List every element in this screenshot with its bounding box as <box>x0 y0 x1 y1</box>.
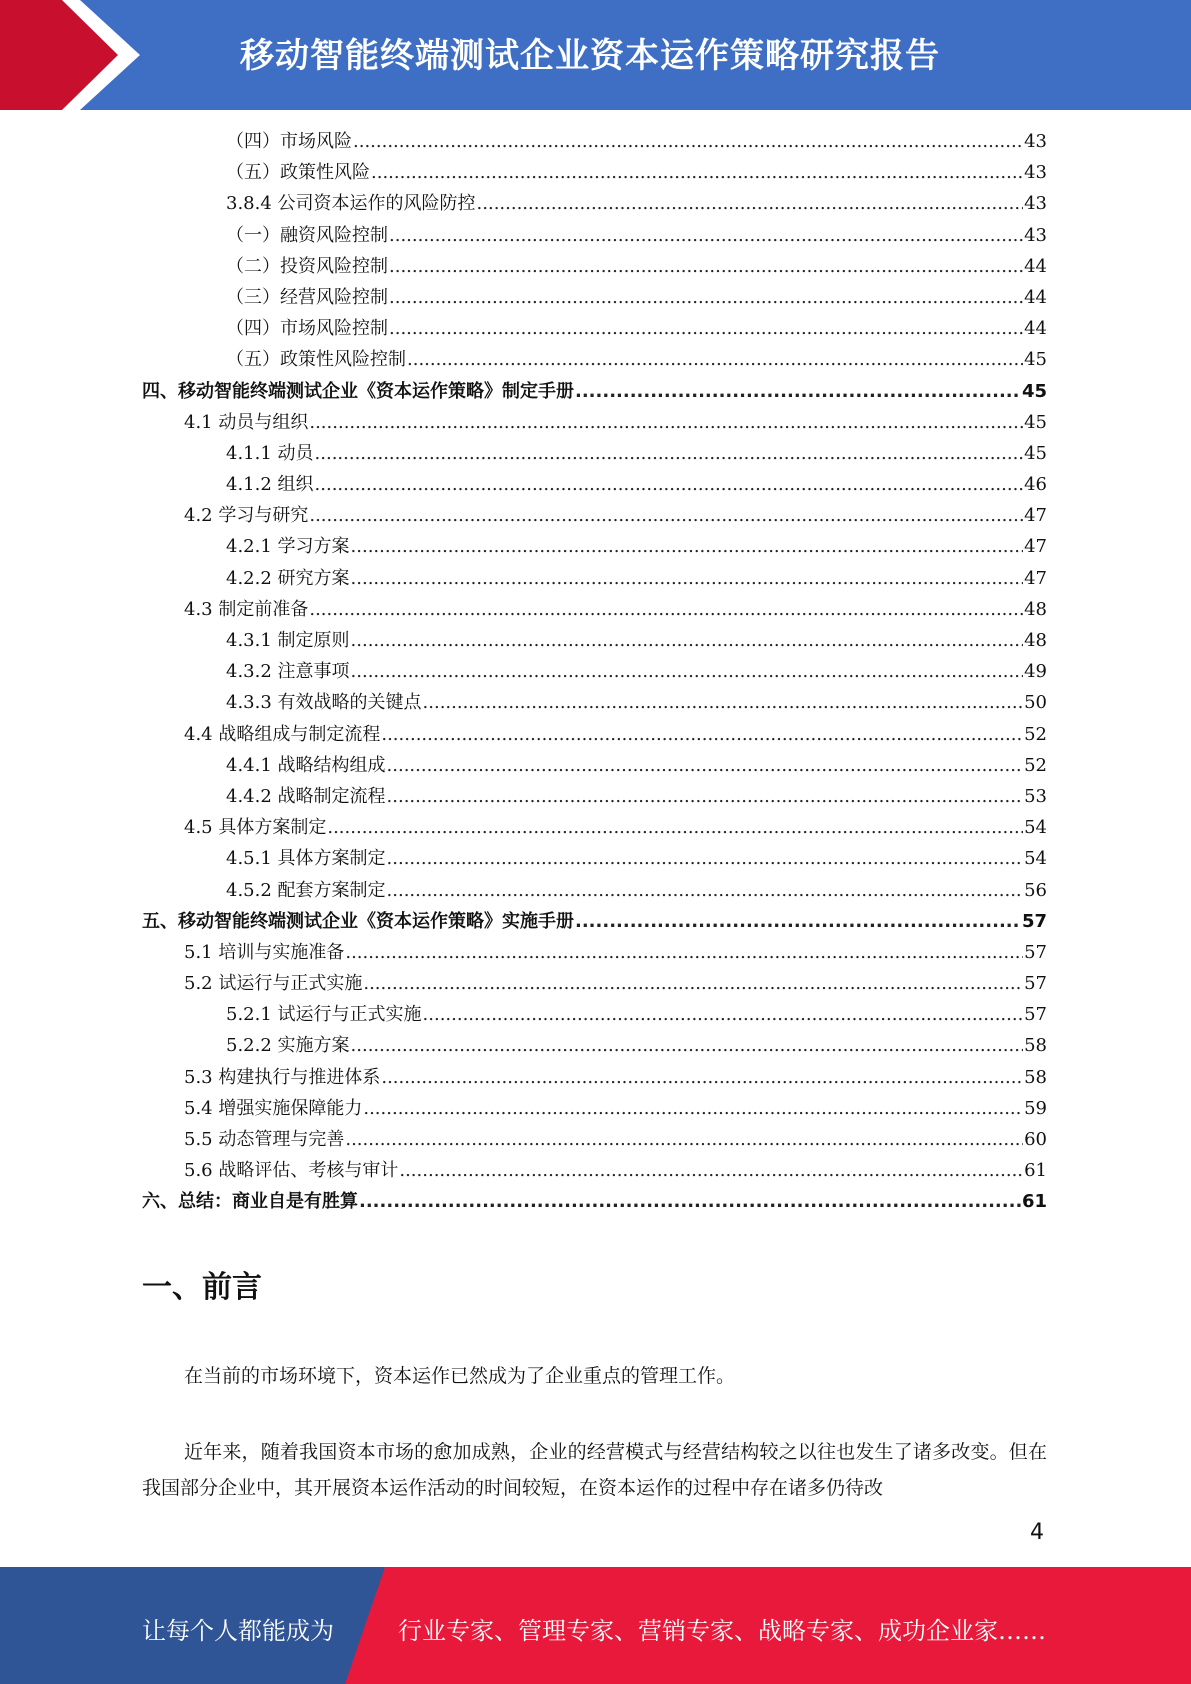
toc-entry[interactable] <box>142 377 1047 408</box>
toc-entry-page: 50 <box>1024 692 1047 714</box>
toc-entry-page: 47 <box>1024 536 1047 558</box>
toc-entry-label: 5.4 增强实施保障能力 <box>184 1097 363 1119</box>
toc-entry[interactable] <box>142 1156 1047 1187</box>
header-title: 移动智能终端测试企业资本运作策略研究报告 <box>240 36 940 76</box>
table-of-contents <box>142 127 1047 1219</box>
toc-entry[interactable] <box>142 470 1047 501</box>
toc-entry-label: 4.3.2 注意事项 <box>226 661 350 683</box>
toc-entry-page: 54 <box>1024 848 1047 870</box>
toc-leader-dots <box>309 412 1023 433</box>
toc-entry-page: 47 <box>1024 567 1047 589</box>
toc-entry[interactable] <box>142 127 1047 158</box>
toc-entry-page: 48 <box>1024 630 1047 651</box>
toc-leader-dots <box>351 661 1024 682</box>
toc-leader-dots <box>315 443 1024 464</box>
toc-entry-page: 57 <box>1021 910 1047 932</box>
toc-entry-page: 47 <box>1024 505 1047 527</box>
toc-leader-dots <box>387 848 1024 869</box>
toc-leader-dots <box>309 505 1023 526</box>
toc-entry-label: 5.2.1 试运行与正式实施 <box>226 1004 422 1026</box>
toc-entry-label: 5.2.2 实施方案 <box>226 1035 350 1057</box>
paragraph: 近年来，随着我国资本市场的愈加成熟，企业的经营模式与经营结构较之以往也发生了诸多改变。但在我国部分企业中，其开展资本运作活动的时间较短，在资本运作的过程中存在诸多仍待改 <box>142 1441 1047 1499</box>
toc-entry-page: 44 <box>1024 286 1047 308</box>
toc-entry[interactable] <box>142 532 1047 563</box>
toc-entry-page: 52 <box>1024 723 1047 745</box>
toc-entry-label: （五）政策性风险 <box>226 162 370 184</box>
footer-slogan-right: 行业专家、管理专家、营销专家、战略专家、成功企业家…… <box>398 1617 1046 1645</box>
toc-entry-page: 60 <box>1024 1129 1047 1150</box>
toc-leader-dots <box>363 973 1023 994</box>
toc-leader-dots <box>351 630 1024 651</box>
toc-entry-page: 45 <box>1021 380 1047 402</box>
toc-entry-label: 5.5 动态管理与完善 <box>184 1129 345 1150</box>
toc-entry-label: （五）政策性风险控制 <box>226 349 406 371</box>
toc-leader-dots <box>423 1004 1024 1025</box>
toc-entry-label: （一）融资风险控制 <box>226 224 388 246</box>
toc-entry-label: （三）经营风险控制 <box>226 286 388 308</box>
page-number: 4 <box>1030 1520 1044 1545</box>
toc-entry-label: 5.3 构建执行与推进体系 <box>184 1066 381 1088</box>
toc-leader-dots <box>345 942 1023 963</box>
toc-leader-dots <box>315 474 1024 495</box>
toc-entry[interactable] <box>142 314 1047 345</box>
toc-leader-dots <box>399 1160 1023 1181</box>
toc-entry-page: 45 <box>1024 411 1047 433</box>
toc-entry-label: 五、移动智能终端测试企业《资本运作策略》实施手册 <box>142 910 574 932</box>
toc-entry[interactable] <box>142 1125 1047 1156</box>
toc-entry[interactable] <box>142 408 1047 439</box>
toc-entry-label: 六、总结：商业自是有胜算 <box>142 1191 358 1213</box>
toc-entry-page: 43 <box>1024 224 1047 246</box>
toc-leader-dots <box>345 1129 1023 1150</box>
toc-entry[interactable] <box>142 782 1047 813</box>
toc-leader-dots <box>381 724 1023 745</box>
toc-entry[interactable] <box>142 158 1047 189</box>
toc-entry[interactable] <box>142 564 1047 595</box>
toc-leader-dots <box>389 318 1023 339</box>
toc-entry[interactable] <box>142 720 1047 751</box>
toc-leader-dots <box>407 349 1023 370</box>
toc-entry-label: 四、移动智能终端测试企业《资本运作策略》制定手册 <box>142 380 574 402</box>
footer-slogan-left: 让每个人都能成为 <box>142 1617 334 1645</box>
toc-entry-page: 49 <box>1024 661 1047 683</box>
toc-entry-label: 4.5.1 具体方案制定 <box>226 848 386 870</box>
toc-entry-label: （二）投资风险控制 <box>226 255 388 277</box>
toc-entry-label: 4.2.2 研究方案 <box>226 567 350 589</box>
toc-leader-dots <box>575 911 1021 932</box>
toc-entry[interactable] <box>142 439 1047 470</box>
toc-entry-label: 4.3 制定前准备 <box>184 598 309 620</box>
toc-entry[interactable] <box>142 626 1047 657</box>
toc-entry[interactable] <box>142 844 1047 875</box>
toc-leader-dots <box>351 1035 1024 1056</box>
toc-entry-page: 44 <box>1024 318 1047 340</box>
toc-entry[interactable] <box>142 595 1047 626</box>
toc-entry-label: （四）市场风险控制 <box>226 318 388 340</box>
toc-leader-dots <box>351 568 1024 589</box>
toc-leader-dots <box>477 193 1024 214</box>
toc-leader-dots <box>389 287 1023 308</box>
toc-entry-label: 5.6 战略评估、考核与审计 <box>184 1160 399 1182</box>
toc-leader-dots <box>353 131 1023 152</box>
toc-entry-label: 3.8.4 公司资本运作的风险防控 <box>226 193 476 215</box>
toc-leader-dots <box>389 256 1023 277</box>
toc-entry-label: 4.4.2 战略制定流程 <box>226 785 386 807</box>
toc-entry[interactable] <box>142 189 1047 220</box>
toc-leader-dots <box>351 536 1024 557</box>
toc-entry[interactable] <box>142 969 1047 1000</box>
toc-entry[interactable] <box>142 252 1047 283</box>
toc-entry-page: 45 <box>1024 442 1047 464</box>
toc-entry-page: 44 <box>1024 255 1047 277</box>
toc-leader-dots <box>387 786 1024 807</box>
toc-entry-page: 53 <box>1024 785 1047 807</box>
toc-entry-label: 4.2 学习与研究 <box>184 505 309 527</box>
toc-leader-dots <box>387 755 1024 776</box>
toc-entry[interactable] <box>142 751 1047 782</box>
toc-entry-label: 4.3.1 制定原则 <box>226 630 350 651</box>
toc-entry-page: 57 <box>1024 1004 1047 1026</box>
toc-entry[interactable] <box>142 345 1047 376</box>
toc-entry-label: 4.5.2 配套方案制定 <box>226 879 386 901</box>
toc-entry-page: 43 <box>1024 131 1047 152</box>
toc-leader-dots <box>363 1098 1023 1119</box>
toc-entry[interactable] <box>142 1000 1047 1031</box>
toc-entry-page: 54 <box>1024 817 1047 839</box>
toc-entry-label: 4.4.1 战略结构组成 <box>226 754 386 776</box>
toc-entry-label: 5.2 试运行与正式实施 <box>184 973 363 995</box>
toc-entry[interactable] <box>142 813 1047 844</box>
toc-entry[interactable] <box>142 657 1047 688</box>
toc-entry-label: （四）市场风险 <box>226 131 352 152</box>
toc-leader-dots <box>575 381 1021 402</box>
page-header <box>0 0 1191 110</box>
toc-entry-page: 56 <box>1024 879 1047 901</box>
toc-entry[interactable] <box>142 876 1047 907</box>
toc-entry-label: 4.4 战略组成与制定流程 <box>184 723 381 745</box>
toc-entry[interactable] <box>142 283 1047 314</box>
toc-entry-page: 43 <box>1024 193 1047 215</box>
toc-entry[interactable] <box>142 688 1047 719</box>
toc-entry-page: 61 <box>1024 1160 1047 1182</box>
toc-entry-page: 57 <box>1024 941 1047 963</box>
toc-entry[interactable] <box>142 1031 1047 1062</box>
toc-leader-dots <box>309 599 1023 620</box>
toc-entry-page: 45 <box>1024 349 1047 371</box>
toc-entry-page: 59 <box>1024 1097 1047 1119</box>
toc-leader-dots <box>381 1067 1023 1088</box>
toc-leader-dots <box>327 817 1023 838</box>
toc-entry[interactable] <box>142 907 1047 938</box>
toc-entry[interactable] <box>142 501 1047 532</box>
toc-entry[interactable] <box>142 1094 1047 1125</box>
toc-entry[interactable] <box>142 938 1047 969</box>
toc-entry[interactable] <box>142 1063 1047 1094</box>
toc-leader-dots <box>359 1191 1021 1212</box>
toc-entry-page: 61 <box>1021 1191 1047 1213</box>
toc-entry-label: 4.2.1 学习方案 <box>226 536 350 558</box>
toc-entry-label: 4.5 具体方案制定 <box>184 817 327 839</box>
toc-entry-page: 58 <box>1024 1066 1047 1088</box>
toc-entry-label: 4.1.1 动员 <box>226 442 314 464</box>
toc-entry-label: 4.1 动员与组织 <box>184 411 309 433</box>
toc-entry-label: 5.1 培训与实施准备 <box>184 941 345 963</box>
toc-entry-page: 52 <box>1024 754 1047 776</box>
paragraph: 在当前的市场环境下，资本运作已然成为了企业重点的管理工作。 <box>184 1365 736 1387</box>
toc-entry-page: 58 <box>1024 1035 1047 1057</box>
section-title: 一、前言 <box>142 1270 262 1305</box>
toc-leader-dots <box>423 692 1024 713</box>
toc-leader-dots <box>387 880 1024 901</box>
toc-entry-page: 48 <box>1024 598 1047 620</box>
toc-leader-dots <box>389 225 1023 246</box>
toc-entry-label: 4.1.2 组织 <box>226 474 314 496</box>
toc-entry-page: 43 <box>1024 162 1047 184</box>
toc-entry-page: 57 <box>1024 973 1047 995</box>
toc-leader-dots <box>371 162 1023 183</box>
toc-entry[interactable] <box>142 1187 1047 1218</box>
toc-entry[interactable] <box>142 221 1047 252</box>
toc-entry-page: 46 <box>1024 474 1047 496</box>
page-footer <box>0 1567 1191 1684</box>
header-arrow-icon <box>0 0 160 110</box>
toc-entry-label: 4.3.3 有效战略的关键点 <box>226 692 422 714</box>
